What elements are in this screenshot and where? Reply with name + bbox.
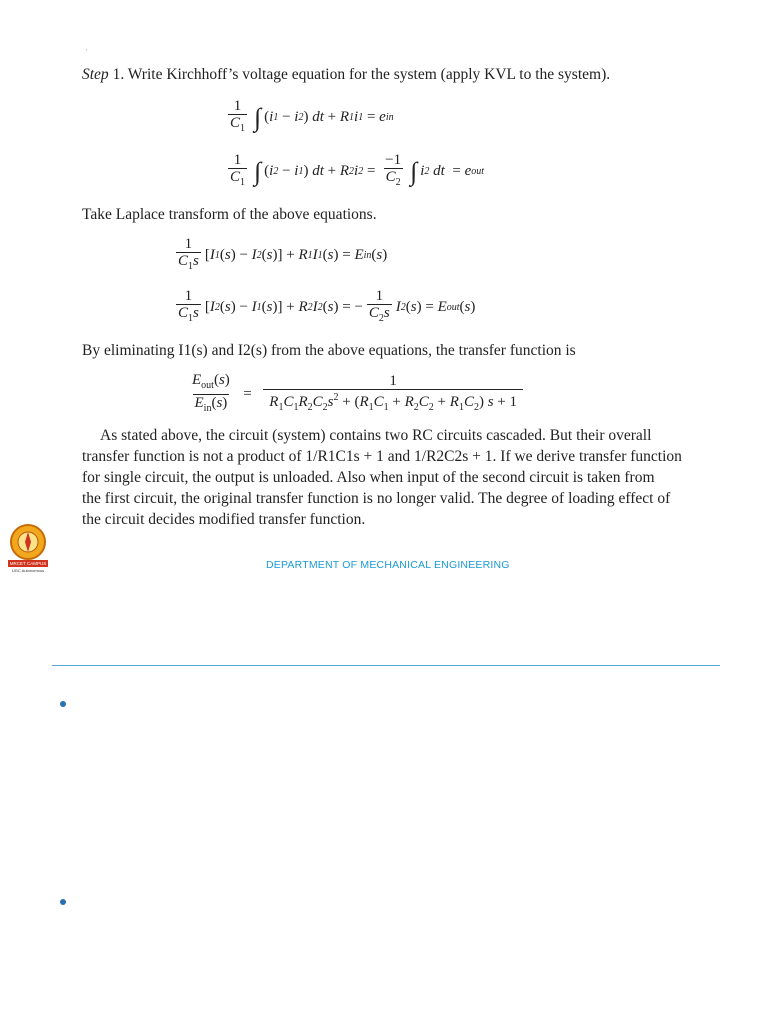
stray-mark: · [85,46,88,55]
laplace-equation-2: $\frac{1}{C_1s}$ [ I 2 ( s ) − I 1 ( s )] + R 2 I 2 ( s ) = − $\frac{1}{C_2s}$ I 2 ( s ) = E out ( s ) [172,288,475,327]
logo-text: MRCET CAMPUS [9,561,47,566]
bullet-point-2 [60,899,66,905]
step-label: Step [82,66,109,83]
paragraph-line: transfer function is not a product of 1/R1C1s + 1 and 1/R2C2s + 1. If we derive transfer function [82,448,682,465]
laplace-equation-1: $\frac{1}{C_1s}$ [ I 1 ( s ) − I 2 ( s )] + R 1 I 1 ( s ) = E in ( s ) [172,236,387,275]
laplace-text: Take Laplace transform of the above equations. [82,206,377,223]
kvl-equation-2: $\frac{1}{C_1}$ ∫ ( i 2 − i 1 ) dt + R 2 i 2 = $\frac{-1}{C_2}$ ∫ i 2 dt = e out [224,152,484,191]
paragraph-line: the circuit decides modified transfer function. [82,511,366,528]
paragraph-line: the first circuit, the original transfer function is no longer valid. The degree of loading effect of [82,490,671,507]
paragraph-line: for single circuit, the output is unloaded. Also when input of the second circuit is taken from [82,469,655,486]
divider-line [52,665,720,666]
logo-subtext: UGC Autonomous [11,568,45,573]
bullet-point-1 [60,701,66,707]
step-line [82,64,610,85]
paragraph-line: As stated above, the circuit (system) contains two RC circuits cascaded. But their overall [100,427,652,444]
transfer-function: $\frac{E_{out}(s)}{E_{in}(s)}$ = $\frac{1}{R_1C_1R_2C_2s^2 + (R_1C_1 + R_2C_2 + R_1C_2) s + 1}$ [186,372,527,417]
explanation-paragraph [82,425,682,530]
kvl-equation-1: $\frac{1}{C_1}$ ∫ ( i 1 − i 2 ) dt + R 1 i 1 = e in [224,98,394,137]
eliminate-text: By eliminating I1(s) and I2(s) from the above equations, the transfer function is [82,342,576,359]
step-text: 1. Write Kirchhoff’s voltage equation for the system (apply KVL to the system). [112,66,611,83]
department-label: DEPARTMENT OF MECHANICAL ENGINEERING [266,559,510,571]
college-logo [6,522,50,576]
